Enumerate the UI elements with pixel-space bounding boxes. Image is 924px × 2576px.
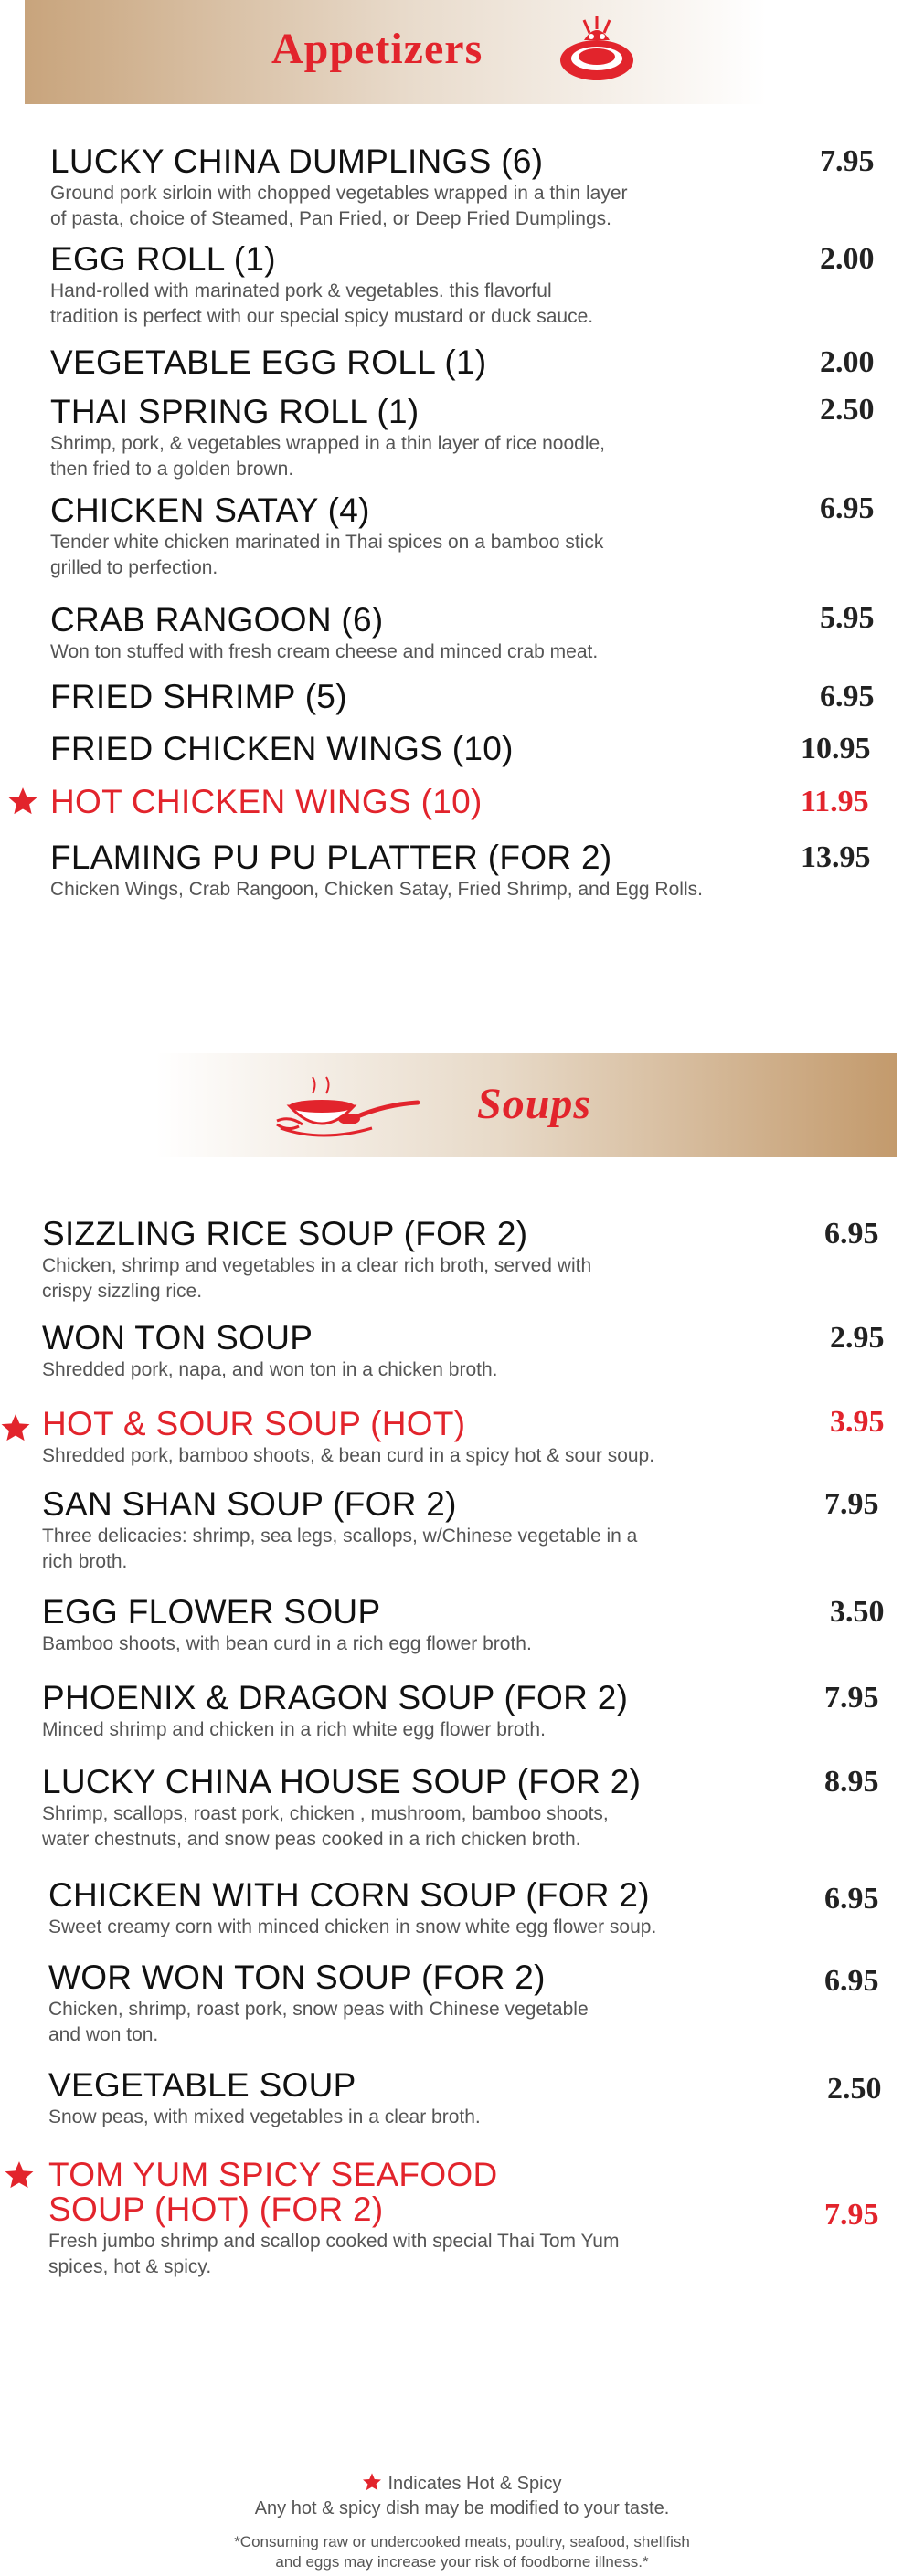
item-name: CHICKEN WITH CORN SOUP (FOR 2) — [48, 1876, 650, 1914]
appetizers-title: Appetizers — [271, 25, 483, 73]
item-price: 8.95 — [824, 1765, 879, 1799]
menu-item — [50, 240, 593, 330]
appetizers-banner — [25, 0, 897, 104]
item-description: Shredded pork, bamboo shoots, & bean curd in a spicy hot & sour soup. — [42, 1445, 655, 1466]
menu-item — [42, 1679, 628, 1743]
star-icon — [0, 1412, 31, 1443]
item-name: EGG FLOWER SOUP — [42, 1593, 381, 1631]
item-description: Shrimp, scallops, roast pork, chicken , mushroom, bamboo shoots, water chestnuts, and snow peas cooked in a rich chicken broth. — [42, 1803, 609, 1850]
item-name: SAN SHAN SOUP (FOR 2) — [42, 1485, 457, 1523]
item-price: 6.95 — [820, 491, 875, 525]
menu-item — [50, 730, 514, 768]
item-description: Ground pork sirloin with chopped vegetables wrapped in a thin layer of pasta, choice of Steamed, Pan Fried, or Deep Fried Dumplings. — [50, 183, 628, 229]
item-name: CHICKEN SATAY (4) — [50, 491, 370, 529]
menu-item — [48, 2066, 481, 2130]
item-name: THAI SPRING ROLL (1) — [50, 393, 420, 430]
menu-item — [50, 601, 598, 665]
item-price: 2.50 — [827, 2072, 882, 2106]
item-description: Minced shrimp and chicken in a rich white egg flower broth. — [42, 1719, 546, 1740]
item-name: WOR WON TON SOUP (FOR 2) — [48, 1958, 546, 1996]
item-price: 3.50 — [830, 1595, 885, 1629]
item-description: Tender white chicken marinated in Thai spices on a bamboo stick grilled to perfection. — [50, 532, 604, 578]
item-description: Fresh jumbo shrimp and scallop cooked with special Thai Tom Yum spices, hot & spicy. — [48, 2231, 620, 2277]
star-icon — [7, 786, 38, 817]
item-price: 2.50 — [820, 393, 875, 427]
item-description: Chicken Wings, Crab Rangoon, Chicken Satay, Fried Shrimp, and Egg Rolls. — [50, 879, 703, 900]
item-name: FRIED SHRIMP (5) — [50, 678, 347, 715]
item-price: 6.95 — [824, 1964, 879, 1998]
menu-item — [42, 1405, 654, 1469]
hot-legend: Indicates Hot & Spicy — [0, 2472, 924, 2495]
menu-item — [50, 491, 603, 581]
item-name: HOT CHICKEN WINGS (10) — [50, 783, 483, 820]
item-name: HOT & SOUR SOUP (HOT) — [42, 1405, 466, 1442]
item-name: EGG ROLL (1) — [50, 240, 276, 278]
item-name: SIZZLING RICE SOUP (FOR 2) — [42, 1215, 528, 1252]
menu-item — [42, 1319, 498, 1383]
item-description: Won ton stuffed with fresh cream cheese and minced crab meat. — [50, 641, 599, 662]
item-price: 5.95 — [820, 601, 875, 635]
item-description: Shrimp, pork, & vegetables wrapped in a thin layer of rice noodle, then fried to a golden brown. — [50, 433, 606, 480]
item-price: 2.95 — [830, 1321, 885, 1355]
item-name: LUCKY CHINA DUMPLINGS (6) — [50, 143, 544, 180]
item-price: 13.95 — [801, 840, 871, 874]
item-description: Sweet creamy corn with minced chicken in snow white egg flower soup. — [48, 1916, 657, 1937]
modify-note: Any hot & spicy dish may be modified to your taste. — [254, 2498, 670, 2518]
item-description: Bamboo shoots, with bean curd in a rich egg flower broth. — [42, 1633, 532, 1654]
item-name: VEGETABLE SOUP — [48, 2066, 356, 2104]
item-description: Three delicacies: shrimp, sea legs, scallops, w/Chinese vegetable in a rich broth. — [42, 1526, 638, 1572]
item-description: Snow peas, with mixed vegetables in a clear broth. — [48, 2106, 481, 2127]
item-price: 2.00 — [820, 242, 875, 276]
item-description: Chicken, shrimp, roast pork, snow peas with Chinese vegetable and won ton. — [48, 1999, 589, 2045]
item-name: WON TON SOUP — [42, 1319, 313, 1357]
item-name: VEGETABLE EGG ROLL (1) — [50, 343, 487, 381]
menu-item — [48, 1958, 589, 2048]
item-name: CRAB RANGOON (6) — [50, 601, 384, 639]
menu-item — [42, 1215, 591, 1304]
menu-item — [50, 839, 703, 903]
star-icon — [4, 2159, 35, 2191]
item-price: 6.95 — [824, 1217, 879, 1251]
soups-title: Soups — [477, 1080, 592, 1128]
item-name: LUCKY CHINA HOUSE SOUP (FOR 2) — [42, 1763, 642, 1800]
item-price: 7.95 — [824, 1681, 879, 1715]
item-name: FRIED CHICKEN WINGS (10) — [50, 730, 514, 767]
item-description: Hand-rolled with marinated pork & vegetables. this flavorful tradition is perfect with our special spicy mustard or duck sauce. — [50, 280, 594, 327]
menu-item — [48, 2156, 619, 2280]
soup-bowl-icon — [271, 1073, 427, 1141]
item-price: 6.95 — [820, 680, 875, 713]
menu-item — [50, 783, 483, 821]
item-description: Chicken, shrimp and vegetables in a clear rich broth, served with crispy sizzling rice. — [42, 1255, 592, 1302]
item-name: FLAMING PU PU PLATTER (FOR 2) — [50, 839, 612, 876]
menu-item — [50, 343, 486, 382]
soups-banner — [25, 1053, 897, 1157]
menu-item — [42, 1593, 532, 1657]
menu-item — [42, 1485, 637, 1575]
item-name: PHOENIX & DRAGON SOUP (FOR 2) — [42, 1679, 629, 1716]
item-price: 3.95 — [830, 1405, 885, 1439]
item-description: Shredded pork, napa, and won ton in a chicken broth. — [42, 1359, 498, 1380]
item-price: 10.95 — [801, 732, 871, 765]
item-price: 7.95 — [820, 144, 875, 178]
item-price: 6.95 — [824, 1882, 879, 1916]
menu-item — [42, 1763, 641, 1853]
item-price: 11.95 — [801, 785, 869, 818]
item-name-continued: SOUP (HOT) (FOR 2) — [48, 2191, 384, 2228]
footer — [0, 2472, 924, 2572]
menu-item — [50, 143, 628, 232]
menu-item — [48, 1876, 656, 1940]
menu-item — [50, 678, 347, 716]
item-price: 7.95 — [824, 2198, 879, 2232]
item-price: 2.00 — [820, 345, 875, 379]
food-platter-icon — [557, 13, 637, 86]
item-price: 7.95 — [824, 1487, 879, 1521]
health-warning: *Consuming raw or undercooked meats, poultry, seafood, shellfish and eggs may increase your risk of foodborne illness.* — [234, 2533, 690, 2571]
item-name: TOM YUM SPICY SEAFOOD — [48, 2156, 498, 2193]
star-icon — [362, 2472, 382, 2492]
menu-item — [50, 393, 605, 482]
